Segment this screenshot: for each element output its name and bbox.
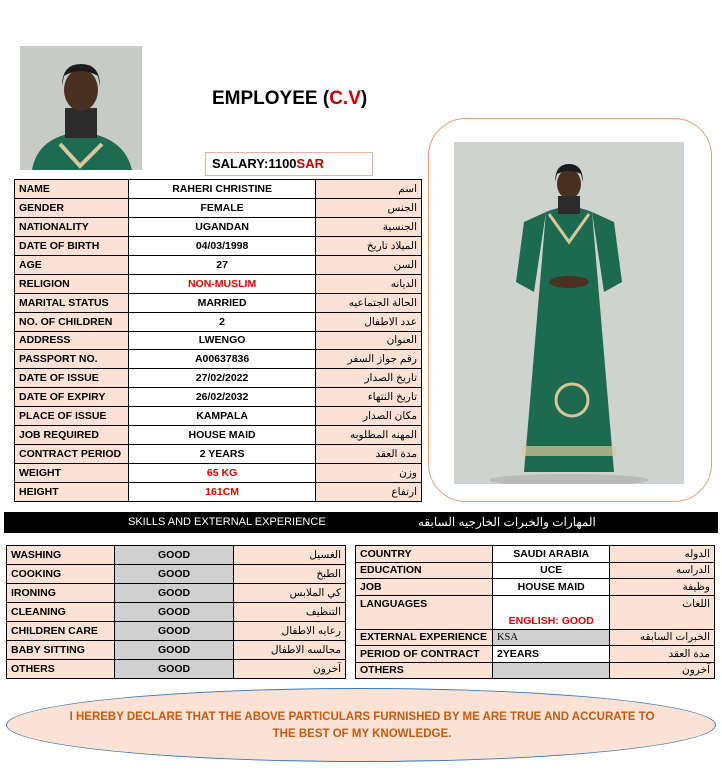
info-value: 2 YEARS: [128, 445, 315, 464]
exp-row-languages: [356, 595, 715, 629]
skill-arabic: الطبخ: [234, 565, 346, 584]
exp-arabic: الدراسه: [610, 562, 715, 579]
declaration-text: I HEREBY DECLARE THAT THE ABOVE PARTICULARS FURNISHED BY ME ARE TRUE AND ACCURATE TO THE BEST OF MY KNOWLEDGE.: [69, 711, 655, 740]
info-row: [15, 331, 422, 350]
info-row: [15, 350, 422, 369]
info-arabic: الديانه: [316, 274, 422, 293]
info-value: FEMALE: [128, 198, 315, 217]
info-value: 27/02/2022: [128, 369, 315, 388]
exp-value: [492, 662, 610, 679]
exp-label: PERIOD OF CONTRACT: [356, 646, 493, 663]
info-value: KAMPALA: [128, 407, 315, 426]
info-row: [15, 464, 422, 483]
info-arabic: الميلاد تاريخ: [316, 236, 422, 255]
info-label: ADDRESS: [15, 331, 129, 350]
info-label: HEIGHT: [15, 483, 129, 502]
info-arabic: السن: [316, 255, 422, 274]
skill-value: GOOD: [114, 603, 233, 622]
skill-arabic: التنظيف: [234, 603, 346, 622]
skill-label: WASHING: [7, 546, 115, 565]
exp-value: HOUSE MAID: [492, 579, 610, 596]
info-value: NON-MUSLIM: [128, 274, 315, 293]
info-arabic: مكان الصدار: [316, 407, 422, 426]
info-value: 2: [128, 312, 315, 331]
info-row: [15, 236, 422, 255]
skill-row: [7, 622, 346, 641]
exp-label: JOB: [356, 579, 493, 596]
info-row: [15, 274, 422, 293]
info-value: HOUSE MAID: [128, 426, 315, 445]
skill-row: [7, 584, 346, 603]
info-row: [15, 483, 422, 502]
info-row: [15, 369, 422, 388]
info-row: [15, 407, 422, 426]
skill-row: [7, 660, 346, 679]
info-label: NO. OF CHILDREN: [15, 312, 129, 331]
exp-arabic: آخرون: [610, 662, 715, 679]
exp-value: KSA: [492, 629, 610, 646]
declaration-ellipse: [6, 688, 716, 762]
exp-arabic: اللغات: [610, 595, 715, 629]
info-label: AGE: [15, 255, 129, 274]
info-label: DATE OF EXPIRY: [15, 388, 129, 407]
info-label: JOB REQUIRED: [15, 426, 129, 445]
info-row: [15, 445, 422, 464]
info-arabic: الجنس: [316, 198, 422, 217]
info-label: NAME: [15, 180, 129, 199]
skills-header-arabic: المهارات والخبرات الخارجيه السابقه: [418, 515, 596, 529]
salary-box: SALARY:1100SAR: [205, 152, 373, 176]
exp-label: COUNTRY: [356, 546, 493, 563]
page-title: EMPLOYEE (C.V): [212, 88, 368, 109]
info-row: [15, 217, 422, 236]
info-arabic: العنوان: [316, 331, 422, 350]
exp-row-external: [356, 629, 715, 646]
exp-row-job: [356, 579, 715, 596]
info-arabic: تاريخ النتهاء: [316, 388, 422, 407]
info-arabic: وزن: [316, 464, 422, 483]
exp-arabic: مدة العقد: [610, 646, 715, 663]
info-arabic: مدة العقد: [316, 445, 422, 464]
info-row: [15, 198, 422, 217]
skill-value: GOOD: [114, 546, 233, 565]
info-label: PASSPORT NO.: [15, 350, 129, 369]
full-body-photo: [454, 142, 684, 484]
info-value: RAHERI CHRISTINE: [128, 180, 315, 199]
exp-arabic: الدوله: [610, 546, 715, 563]
skill-arabic: آخرون: [234, 660, 346, 679]
info-label: MARITAL STATUS: [15, 293, 129, 312]
exp-value: SAUDI ARABIA: [492, 546, 610, 563]
exp-value: 2YEARS: [492, 646, 610, 663]
info-row: [15, 426, 422, 445]
info-value: 161CM: [128, 483, 315, 502]
info-label: DATE OF ISSUE: [15, 369, 129, 388]
info-arabic: رقم جواز السفر: [316, 350, 422, 369]
info-value: 04/03/1998: [128, 236, 315, 255]
skill-label: CLEANING: [7, 603, 115, 622]
info-value: MARRIED: [128, 293, 315, 312]
info-value: 65 KG: [128, 464, 315, 483]
info-value: UGANDAN: [128, 217, 315, 236]
skills-table: [6, 545, 346, 679]
info-value: A00637836: [128, 350, 315, 369]
skill-arabic: مجالسه الاطفال: [234, 641, 346, 660]
portrait-photo: [20, 46, 142, 170]
info-arabic: عدد الاطفال: [316, 312, 422, 331]
skill-value: GOOD: [114, 622, 233, 641]
info-arabic: الجنسية: [316, 217, 422, 236]
skill-row: [7, 546, 346, 565]
info-label: WEIGHT: [15, 464, 129, 483]
experience-table: [355, 545, 715, 679]
exp-arabic: الخبرات السابقه: [610, 629, 715, 646]
exp-label: EXTERNAL EXPERIENCE: [356, 629, 493, 646]
info-label: NATIONALITY: [15, 217, 129, 236]
skills-header-english: SKILLS AND EXTERNAL EXPERIENCE: [128, 516, 326, 528]
info-row: [15, 180, 422, 199]
skill-value: GOOD: [114, 660, 233, 679]
exp-label: OTHERS: [356, 662, 493, 679]
info-value: 27: [128, 255, 315, 274]
skill-value: GOOD: [114, 565, 233, 584]
exp-row-country: [356, 546, 715, 563]
skill-arabic: الغسيل: [234, 546, 346, 565]
info-arabic: اسم: [316, 180, 422, 199]
info-label: CONTRACT PERIOD: [15, 445, 129, 464]
exp-row-education: [356, 562, 715, 579]
exp-row-period: [356, 646, 715, 663]
skill-value: GOOD: [114, 584, 233, 603]
skill-arabic: كي الملابس: [234, 584, 346, 603]
skill-label: CHILDREN CARE: [7, 622, 115, 641]
exp-value: UCE: [492, 562, 610, 579]
info-label: RELIGION: [15, 274, 129, 293]
exp-arabic: وظيفة: [610, 579, 715, 596]
exp-value: ENGLISH: GOOD: [492, 595, 610, 629]
skill-label: COOKING: [7, 565, 115, 584]
exp-label: LANGUAGES: [356, 595, 493, 629]
skill-value: GOOD: [114, 641, 233, 660]
skill-row: [7, 565, 346, 584]
info-row: [15, 388, 422, 407]
info-value: LWENGO: [128, 331, 315, 350]
info-arabic: الحالة الجتماعيه: [316, 293, 422, 312]
skill-row: [7, 603, 346, 622]
skill-label: IRONING: [7, 584, 115, 603]
info-row: [15, 312, 422, 331]
info-row: [15, 293, 422, 312]
info-arabic: تاريخ الصدار: [316, 369, 422, 388]
skill-row: [7, 641, 346, 660]
info-label: PLACE OF ISSUE: [15, 407, 129, 426]
skill-label: OTHERS: [7, 660, 115, 679]
exp-row-others: [356, 662, 715, 679]
info-arabic: المهنه المطلوبه: [316, 426, 422, 445]
personal-info-table: [14, 179, 422, 502]
info-value: 26/02/2032: [128, 388, 315, 407]
info-arabic: ارتفاع: [316, 483, 422, 502]
skills-header-bar: [4, 512, 718, 533]
skill-label: BABY SITTING: [7, 641, 115, 660]
exp-label: EDUCATION: [356, 562, 493, 579]
info-label: GENDER: [15, 198, 129, 217]
skill-arabic: رعايه الاطفال: [234, 622, 346, 641]
info-label: DATE OF BIRTH: [15, 236, 129, 255]
info-row: [15, 255, 422, 274]
